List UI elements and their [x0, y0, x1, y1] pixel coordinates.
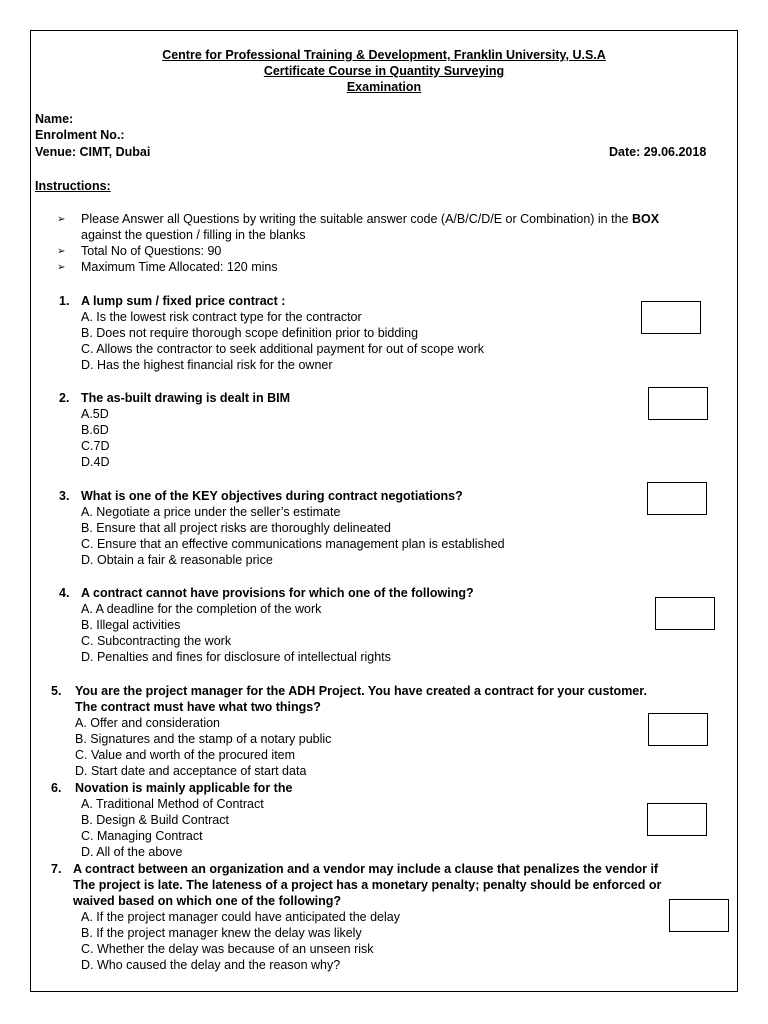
- question-number: 3.: [59, 489, 70, 503]
- answer-option: C.7D: [81, 439, 110, 453]
- answer-option: B. Does not require thorough scope definition prior to bidding: [81, 326, 419, 340]
- question-text: A contract cannot have provisions for which one of the following?: [81, 586, 474, 600]
- instruction-item-2: Total No of Questions: 90: [81, 244, 222, 258]
- header-examination: Examination: [346, 80, 422, 94]
- answer-option: C. Managing Contract: [81, 829, 203, 843]
- bullet-arrow-icon: ➢: [57, 214, 66, 225]
- question-number: 6.: [51, 781, 62, 795]
- answer-box[interactable]: [669, 899, 729, 932]
- bullet-arrow-icon: ➢: [57, 262, 66, 273]
- answer-option: A. Negotiate a price under the seller’s estimate: [81, 505, 341, 519]
- answer-option: D. Penalties and fines for disclosure of intellectual rights: [81, 650, 391, 664]
- question-number: 7.: [51, 862, 62, 876]
- answer-option: B.6D: [81, 423, 109, 437]
- answer-option: D. Who caused the delay and the reason why?: [81, 958, 341, 972]
- exam-date: Date: 29.06.2018: [609, 145, 707, 159]
- answer-box[interactable]: [647, 803, 707, 836]
- answer-option: D. Has the highest financial risk for the owner: [81, 358, 333, 372]
- question-number: 2.: [59, 391, 70, 405]
- instruction-item-3: Maximum Time Allocated: 120 mins: [81, 260, 278, 274]
- answer-option: B. Ensure that all project risks are thoroughly delineated: [81, 521, 391, 535]
- question-number: 4.: [59, 586, 70, 600]
- venue-label: Venue: CIMT, Dubai: [35, 145, 151, 159]
- answer-option: D. All of the above: [81, 845, 183, 859]
- header-course: Certificate Course in Quantity Surveying: [263, 64, 505, 78]
- answer-option: A. Traditional Method of Contract: [81, 797, 264, 811]
- question-text: Novation is mainly applicable for the: [75, 781, 293, 795]
- answer-option: B. If the project manager knew the delay was likely: [81, 926, 362, 940]
- exam-page: [30, 30, 738, 992]
- question-text: A contract between an organization and a vendor may include a clause that penalizes the vendor if: [73, 862, 659, 876]
- answer-option: C. Allows the contractor to seek additional payment for out of scope work: [81, 342, 484, 356]
- question-text: You are the project manager for the ADH Project. You have created a contract for your customer.: [75, 684, 647, 698]
- answer-option: B. Design & Build Contract: [81, 813, 229, 827]
- question-number: 5.: [51, 684, 62, 698]
- answer-option: B. Signatures and the stamp of a notary public: [75, 732, 332, 746]
- answer-box[interactable]: [648, 713, 708, 746]
- answer-option: D.4D: [81, 455, 110, 469]
- answer-option: D. Start date and acceptance of start data: [75, 764, 307, 778]
- question-text: waived based on which one of the following?: [73, 894, 342, 908]
- bullet-arrow-icon: ➢: [57, 246, 66, 257]
- question-number: 1.: [59, 294, 70, 308]
- answer-option: C. Ensure that an effective communications management plan is established: [81, 537, 505, 551]
- instruction-item-1: [81, 211, 659, 227]
- answer-option: A.5D: [81, 407, 109, 421]
- answer-option: B. Illegal activities: [81, 618, 181, 632]
- answer-box[interactable]: [648, 387, 708, 420]
- enrolment-label: Enrolment No.:: [35, 128, 125, 142]
- question-text: The as-built drawing is dealt in BIM: [81, 391, 291, 405]
- question-text: The contract must have what two things?: [75, 700, 321, 714]
- answer-box[interactable]: [647, 482, 707, 515]
- answer-option: A. A deadline for the completion of the work: [81, 602, 322, 616]
- name-label: Name:: [35, 112, 74, 126]
- question-text: What is one of the KEY objectives during contract negotiations?: [81, 489, 463, 503]
- answer-option: A. Offer and consideration: [75, 716, 220, 730]
- answer-option: D. Obtain a fair & reasonable price: [81, 553, 273, 567]
- instruction-item-1-continued: against the question / filling in the blanks: [81, 228, 306, 242]
- header-institution: Centre for Professional Training & Development, Franklin University, U.S.A: [162, 48, 606, 62]
- answer-option: A. If the project manager could have anticipated the delay: [81, 910, 400, 924]
- instruction-item-1-text: Please Answer all Questions by writing the suitable answer code (A/B/C/D/E or Combination) in the: [81, 212, 632, 226]
- question-text: The project is late. The lateness of a project has a monetary penalty; penalty should be enforced or: [73, 878, 662, 892]
- answer-option: C. Whether the delay was because of an unseen risk: [81, 942, 374, 956]
- answer-option: C. Value and worth of the procured item: [75, 748, 296, 762]
- answer-option: A. Is the lowest risk contract type for the contractor: [81, 310, 362, 324]
- answer-box[interactable]: [655, 597, 715, 630]
- question-text: A lump sum / fixed price contract :: [81, 294, 286, 308]
- answer-option: C. Subcontracting the work: [81, 634, 232, 648]
- instructions-heading: Instructions:: [35, 179, 111, 193]
- instruction-box-keyword: BOX: [631, 212, 660, 226]
- answer-box[interactable]: [641, 301, 701, 334]
